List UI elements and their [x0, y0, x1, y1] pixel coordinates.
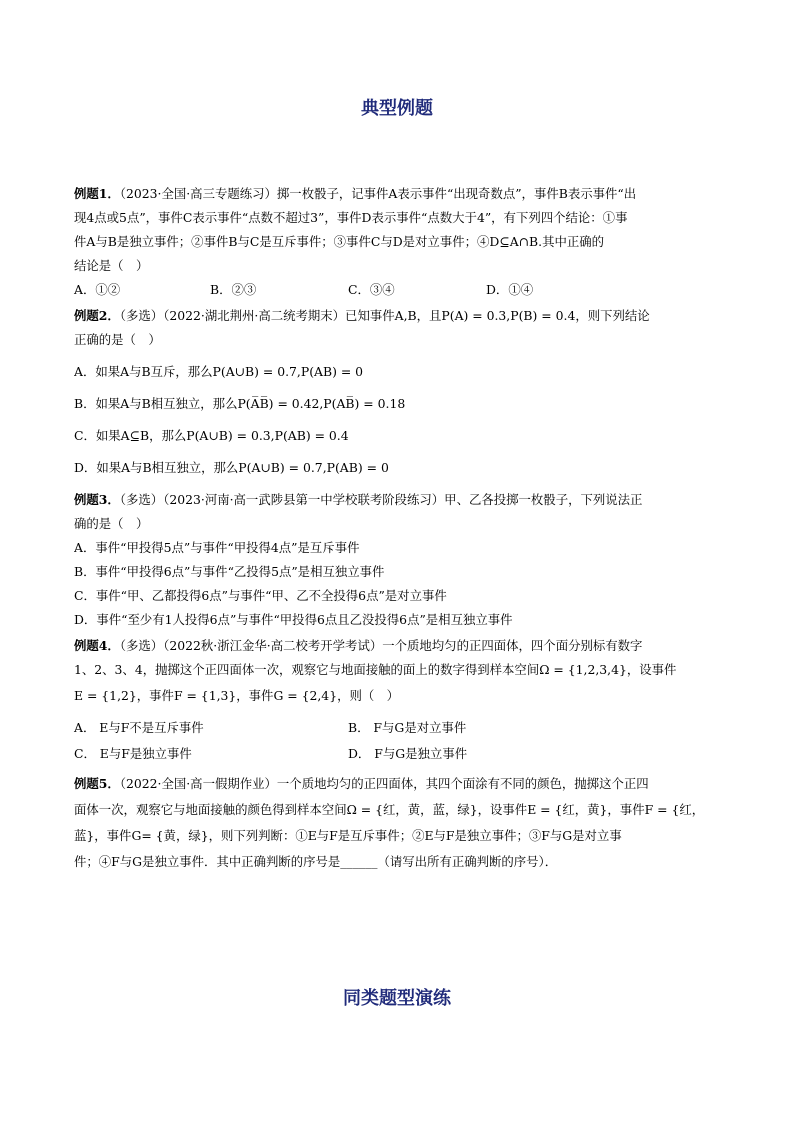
example-2-option-b: B．如果A与B相互独立，那么P(A̅B̅) = 0.42,P(AB̅) = 0.18	[74, 396, 406, 411]
example-2-line-1: 例题2．（多选）（2022·湖北荆州·高二统考期末）已知事件A,B，且P(A) = 0.3,P(B) = 0.4，则下列结论	[74, 308, 650, 323]
example-3-option-c: C．事件“甲、乙都投得6点”与事件“甲、乙不全投得6点”是对立事件	[74, 588, 447, 603]
example-3-line-2: 确的是（ ）	[74, 516, 149, 531]
example-3-line-1: 例题3．（多选）（2023·河南·高一武陟县第一中学校联考阶段练习）甲、乙各投掷一枚骰子，下列说法正	[74, 492, 643, 507]
example-5-line-3: 蓝}，事件G= {黄，绿}，则下列判断：①E与F是互斥事件；②E与F是独立事件；③F与G是对立事	[74, 828, 622, 843]
example-2-option-d: D．如果A与B相互独立，那么P(A∪B) = 0.7,P(AB) = 0	[74, 460, 389, 475]
example-1-line-1: 例题1．（2023·全国·高三专题练习）掷一枚骰子，记事件A表示事件“出现奇数点”，事件B表示事件“出	[74, 186, 637, 201]
example-3-option-d: D．事件“至少有1人投得6点”与事件“甲投得6点且乙没投得6点”是相互独立事件	[74, 612, 513, 627]
example-1-option-c: C．③④	[348, 282, 395, 297]
example-1-option-a: A．①②	[74, 282, 121, 297]
example-2-option-a: A．如果A与B互斥，那么P(A∪B) = 0.7,P(AB) = 0	[74, 364, 364, 379]
example-1-line-2: 现4点或5点”，事件C表示事件“点数不超过3”，事件D表示事件“点数大于4”，有下列四个结论：①事	[74, 210, 628, 225]
example-5-line-2: 面体一次，观察它与地面接触的颜色得到样本空间Ω = {红，黄，蓝，绿}，设事件E = {红，黄}，事件F = {红，	[74, 802, 705, 817]
example-1-option-b: B．②③	[210, 282, 257, 297]
example-3-option-b: B．事件“甲投得6点”与事件“乙投得5点”是相互独立事件	[74, 564, 385, 579]
example-4-line-2: 1、2、3、4，抛掷这个正四面体一次，观察它与地面接触的面上的数字得到样本空间Ω = {1,2,3,4}，设事件	[74, 662, 677, 677]
example-1-line-3: 件A与B是独立事件；②事件B与C是互斥事件；③事件C与D是对立事件；④D⊆A∩B.其中正确的	[74, 234, 605, 249]
example-4-label: 例题4．	[74, 638, 120, 653]
example-5-line-1: 例题5．（2022·全国·高一假期作业）一个质地均匀的正四面体，其四个面涂有不同的颜色，抛掷这个正四	[74, 776, 649, 791]
example-5-label: 例题5．	[74, 776, 120, 791]
example-5-line-4: 件；④F与G是独立事件．其中正确判断的序号是______（请写出所有正确判断的序号）．	[74, 854, 558, 869]
example-4-option-c: C． E与F是独立事件	[74, 746, 192, 761]
example-1-line-4: 结论是（ ）	[74, 258, 149, 273]
example-4-option-b: B． F与G是对立事件	[348, 720, 467, 735]
example-1-option-d: D．①④	[486, 282, 534, 297]
example-4-option-a: A． E与F不是互斥事件	[74, 720, 204, 735]
example-4-option-d: D． F与G是独立事件	[348, 746, 468, 761]
example-2-label: 例题2．	[74, 308, 120, 323]
example-3-label: 例题3．	[74, 492, 120, 507]
section-title-typical-examples: 典型例题	[361, 98, 433, 119]
example-2-line-2: 正确的是（ ）	[74, 332, 161, 347]
example-1-label: 例题1．	[74, 186, 120, 201]
example-4-line-3: E = {1,2}，事件F = {1,3}，事件G = {2,4}，则（ ）	[74, 688, 400, 703]
example-2-option-c: C．如果A⊆B，那么P(A∪B) = 0.3,P(AB) = 0.4	[74, 428, 349, 443]
section-title-similar-practice: 同类题型演练	[343, 988, 451, 1009]
example-3-option-a: A．事件“甲投得5点”与事件“甲投得4点”是互斥事件	[74, 540, 360, 555]
example-4-line-1: 例题4．（多选）（2022秋·浙江金华·高二校考开学考试）一个质地均匀的正四面体，四个面分别标有数字	[74, 638, 643, 653]
